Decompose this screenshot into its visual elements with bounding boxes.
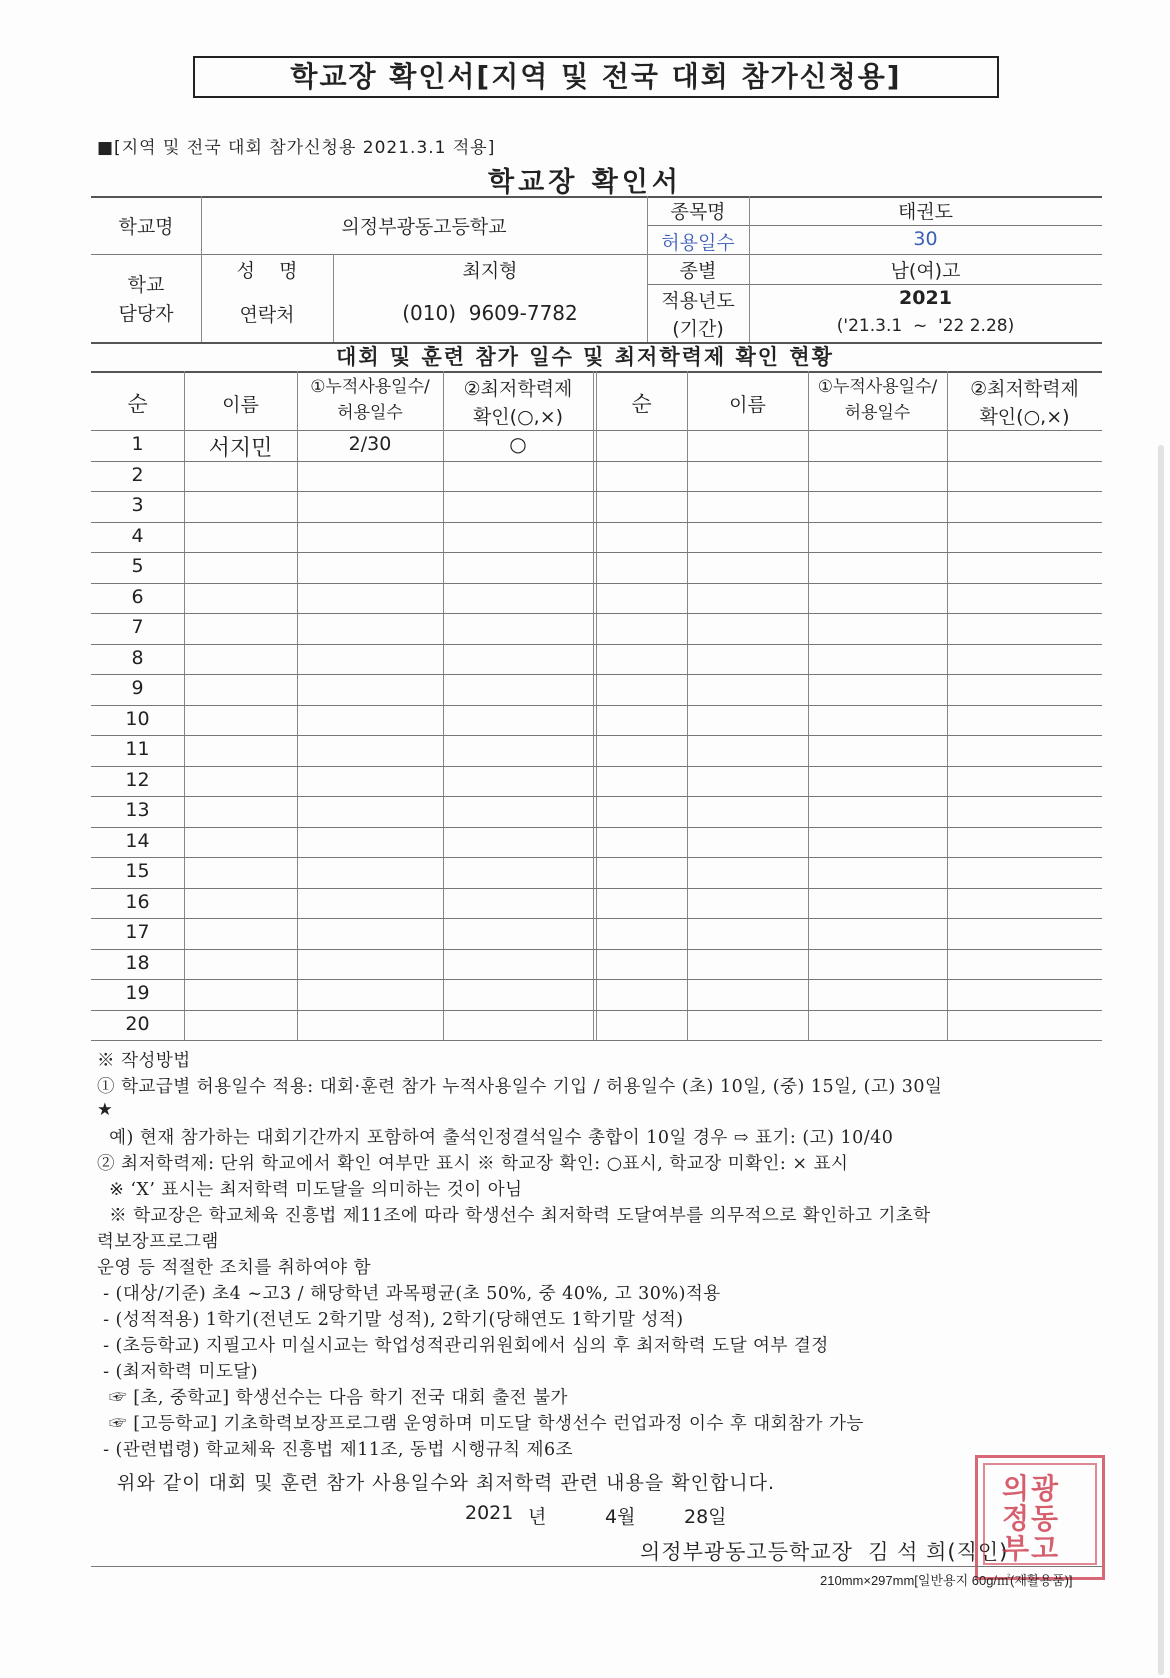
- note-line: ☞ [고등학교] 기초학력보장프로그램 운영하며 미도달 학생선수 런업과정 이수 후 대회참가 가능: [97, 1414, 864, 1434]
- row-number: 4: [131, 524, 144, 547]
- svg-text:정동: 정동: [1002, 1502, 1061, 1535]
- min-academic-check: ○: [509, 432, 527, 456]
- allowed-days-value: 30: [913, 228, 938, 250]
- row-number: 11: [125, 738, 150, 760]
- table-col-line: [297, 371, 298, 1040]
- info-line: [91, 254, 1102, 255]
- school-name-value: 의정부광동고등학교: [341, 216, 507, 238]
- header-seq-left: 순: [127, 392, 148, 416]
- table-col-line: [443, 371, 444, 1040]
- note-line: ② 최저학력제: 단위 학교에서 확인 여부만 표시 ※ 학교장 확인: ○표시, 학교장 미확인: × 표시: [97, 1154, 849, 1174]
- note-line: - (초등학교) 지필고사 미실시교는 학업성적관리위원회에서 심의 후 최저학력 도달 여부 결정: [97, 1336, 829, 1356]
- header-name-right: 이름: [729, 394, 766, 416]
- row-line: [91, 552, 1102, 553]
- table-col-line: [596, 371, 597, 1040]
- header-seq-right: 순: [631, 392, 652, 416]
- note-line: - (관련법령) 학교체육 진흥법 제11조, 동법 시행규칙 제6조: [97, 1440, 574, 1460]
- student-name: 서지민: [208, 436, 273, 461]
- row-line: [91, 583, 1102, 584]
- table-col-line: [808, 371, 809, 1040]
- bottom-rule: [91, 1566, 1102, 1567]
- note-line: - (성적적용) 1학기(전년도 2학기말 성적), 2학기(당해연도 1학기말 성적): [97, 1310, 684, 1330]
- note-line: ※ 작성방법: [97, 1051, 191, 1071]
- allowed-days-label: 허용일수: [661, 232, 735, 254]
- row-number: 19: [125, 982, 150, 1004]
- row-number: 16: [125, 890, 150, 913]
- note-line: 력보장프로그램: [97, 1232, 219, 1252]
- row-number: 10: [125, 707, 150, 730]
- section-title: 대회 및 훈련 참가 일수 및 최저학력제 확인 현황: [336, 345, 834, 369]
- row-number: 3: [131, 494, 144, 516]
- row-line: [91, 735, 1102, 736]
- row-number: 6: [131, 585, 144, 608]
- note-line: - (대상/기준) 초4 ~고3 / 해당학년 과목평균(초 50%, 중 40%, 고 30%)적용: [97, 1284, 721, 1304]
- row-number: 17: [125, 921, 150, 943]
- row-line: [91, 888, 1102, 889]
- note-line: - (최저학력 미도달): [97, 1362, 259, 1382]
- note-line: ① 학교급별 허용일수 적용: 대회·훈련 참가 누적사용일수 기입 / 허용일수 (초) 10일, (중) 15일, (고) 30일: [97, 1077, 943, 1097]
- note-line: 운영 등 적절한 조치를 취하여야 함: [97, 1258, 371, 1278]
- table-col-line: [184, 371, 185, 1040]
- row-number: 1: [131, 433, 144, 455]
- row-line: [91, 949, 1102, 950]
- row-number: 15: [125, 860, 150, 882]
- gender-value: 남(여)고: [890, 260, 961, 282]
- period-value: ('21.3.1 ~ '22 2.28): [836, 316, 1015, 336]
- row-line: [91, 827, 1102, 828]
- principal-signature: 의정부광동고등학교장 김 석 희(직인): [640, 1540, 1009, 1564]
- date-day: 28일: [684, 1506, 727, 1528]
- row-line: [91, 1010, 1102, 1011]
- row-line: [91, 857, 1102, 858]
- header-check-right-2: 확인(○,×): [979, 406, 1070, 428]
- row-line: [91, 979, 1102, 980]
- school-name-label: 학교명: [118, 216, 174, 238]
- row-number: 13: [125, 799, 150, 821]
- svg-text:부고: 부고: [1002, 1532, 1061, 1565]
- note-line: ☞ [초, 중학교] 학생선수는 다음 학기 전국 대회 출전 불가: [97, 1388, 568, 1408]
- row-number: 9: [131, 677, 144, 699]
- seal-icon: [978, 1458, 1102, 1570]
- gender-label: 종별: [679, 260, 717, 282]
- header-used-left-2: 허용일수: [337, 403, 403, 423]
- table-col-line: [947, 371, 948, 1040]
- row-number: 12: [125, 768, 150, 791]
- row-line: [91, 491, 1102, 492]
- header-check-right-1: ②최저학력제: [970, 378, 1079, 400]
- row-line: [91, 766, 1102, 767]
- used-days: 2/30: [348, 433, 392, 455]
- table-col-line: [593, 371, 594, 1040]
- row-number: 14: [125, 829, 150, 852]
- event-label: 종목명: [670, 201, 726, 223]
- row-line: [91, 644, 1102, 645]
- event-value: 태권도: [897, 201, 954, 223]
- row-number: 7: [131, 616, 144, 638]
- header-name-left: 이름: [222, 394, 259, 416]
- document-title-box: 학교장 확인서[지역 및 전국 대회 참가신청용]: [193, 56, 999, 98]
- manager-name-value: 최지형: [462, 260, 518, 282]
- note-line: ★: [97, 1100, 114, 1120]
- application-note: ■[지역 및 전국 대회 참가신청용 2021.3.1 적용]: [97, 138, 496, 158]
- row-line: [91, 613, 1102, 614]
- paper-spec: 210mm×297mm[일반용지 60g/㎡(재활용품)]: [820, 1573, 1073, 1588]
- row-line: [91, 522, 1102, 523]
- row-line: [91, 918, 1102, 919]
- row-number: 5: [131, 555, 144, 577]
- row-number: 2: [131, 463, 144, 486]
- contact-label: 연락처: [239, 304, 295, 326]
- header-check-left-2: 확인(○,×): [472, 406, 564, 428]
- year-label-line1: 적용년도: [661, 290, 735, 312]
- document-title: 학교장 확인서: [488, 167, 682, 198]
- row-number: 18: [125, 951, 150, 974]
- header-used-right-1: ①누적사용일수/: [817, 377, 938, 397]
- manager-label-line1: 학교: [127, 274, 165, 296]
- year-value: 2021: [899, 287, 952, 309]
- manager-name-label: 성 명: [236, 260, 298, 282]
- date-year-unit: 년: [528, 1506, 547, 1528]
- confirmation-text: 위와 같이 대회 및 훈련 참가 사용일수와 최저학력 관련 내용을 확인합니다.: [117, 1472, 776, 1494]
- contact-value: (010) 9609-7782: [402, 301, 578, 325]
- row-number: 8: [131, 646, 144, 669]
- vertical-scrollbar[interactable]: [1158, 445, 1164, 1675]
- date-month: 4월: [605, 1506, 636, 1528]
- info-line: [647, 284, 1102, 285]
- info-line: [647, 225, 1102, 226]
- header-used-left-1: ①누적사용일수/: [310, 377, 430, 397]
- note-line: 예) 현재 참가하는 대회기간까지 포함하여 출석인정결석일수 총합이 10일 경우 ⇨ 표기: (고) 10/40: [97, 1128, 894, 1148]
- table-bottom-border: [91, 1040, 1102, 1041]
- year-label-line2: (기간): [672, 318, 724, 340]
- note-line: ※ 학교장은 학교체육 진흥법 제11조에 따라 학생선수 최저학력 도달여부를 의무적으로 확인하고 기초학: [97, 1206, 931, 1226]
- header-used-right-2: 허용일수: [844, 403, 911, 423]
- row-line: [91, 705, 1102, 706]
- svg-text:의광: 의광: [1002, 1472, 1061, 1505]
- header-check-left-1: ②최저학력제: [463, 378, 573, 400]
- table-col-line: [687, 371, 688, 1040]
- row-line: [91, 796, 1102, 797]
- note-line: ※ ‘X’ 표시는 최저학력 미도달을 의미하는 것이 아님: [97, 1180, 523, 1200]
- row-line: [91, 674, 1102, 675]
- date-year: 2021: [465, 1502, 514, 1524]
- manager-label-line2: 담당자: [118, 303, 174, 325]
- row-number: 20: [125, 1012, 150, 1035]
- official-seal: [975, 1455, 1105, 1580]
